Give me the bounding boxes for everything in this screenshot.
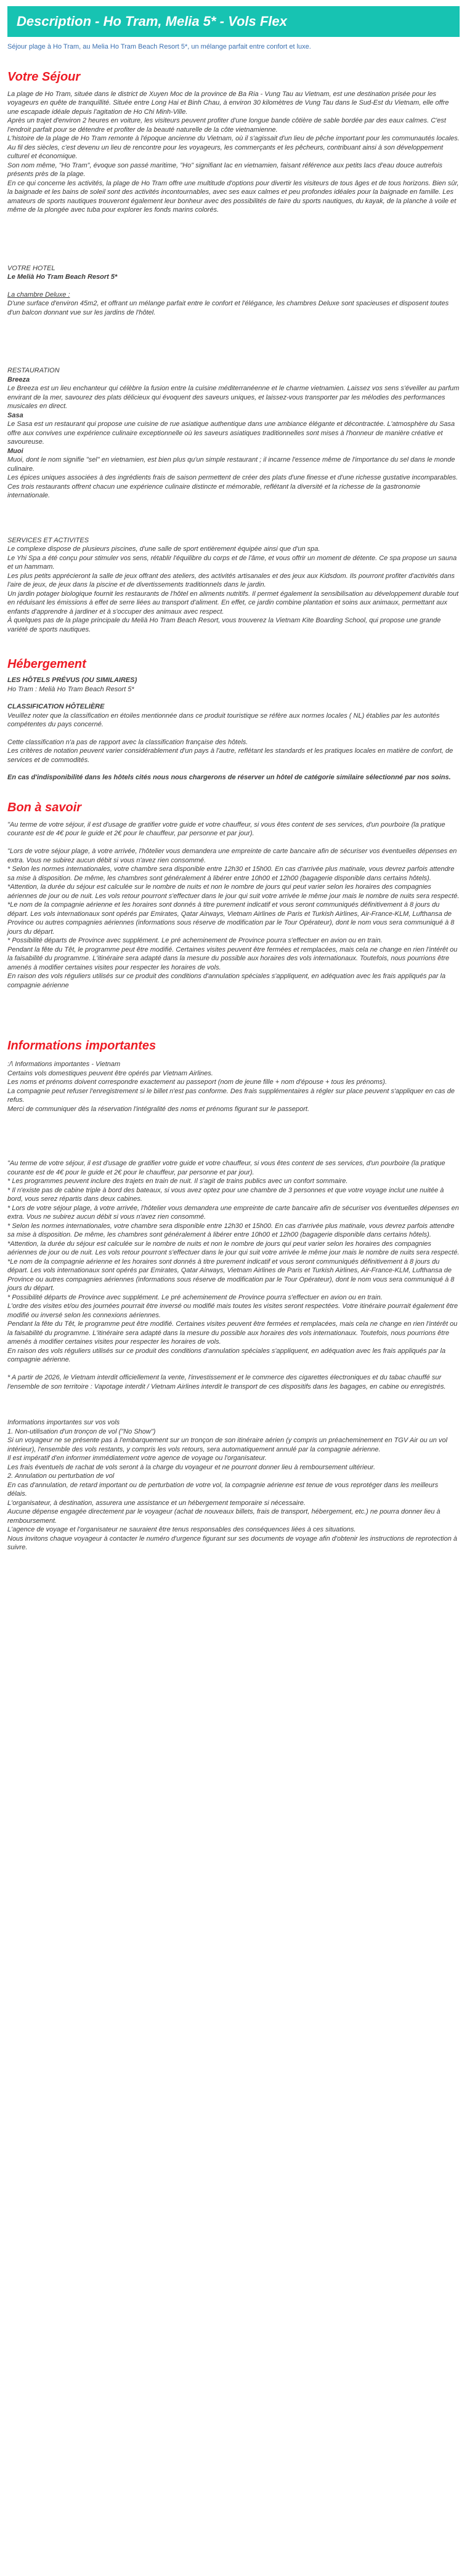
sejour-paragraph: En ce qui concerne les activités, la plage de Ho Tram offre une multitude d'options pour divertir les visiteurs de tous âges et de tous horizons. Bien sûr, la baignade et les bains de soleil sont des activités incontournables, avec ses eaux calmes et peu profondes idéales pour la baignade en famille. Les amateurs de sports nautiques trouveront également leur bonheur avec des possibilités de faire du sports nautiques, du kayak, de la planche à voile et même de la plongée avec tuba pour explorer les fonds marins colorés.: [7, 179, 459, 214]
informations-details: "Au terme de votre séjour, il est d'usage de gratifier votre guide et votre chauffeur, si vous êtes content de ses services, d'un pourboire (la pratique courante est de 4€ pour le guide et 2€ pour le chauffeur, par personne et par jour). * Les programmes peuvent inclure des trajets en train de nuit. Il s'agit de trains publics avec un confort sommaire. * Il n'existe pas de cabine triple à bord des bateaux, si vous avez optez pour une chambre de 3 personnes et que votre voyage inclut une nuitée à bord, vous serez répartis dans deux cabines. * Lors de votre séjour plage, à votre arrivée, l'hôtelier vous demandera une empreinte de carte bancaire afin de sécuriser vos éventuelles dépenses en extra. Vous ne subirez aucun débit si vous n'avez rien consommé. * Selon les normes internationales, votre chambre sera disponible entre 12h30 et 15h00. En cas d'arrivée plus matinale, vous devrez parfois attendre sa mise à disposition. De même, les chambres sont généralement à libérer entre 10h00 et 12h00 (bagagerie disponible dans certains hôtels). *Attention, la durée du séjour est calculée sur le nombre de nuits et non le nombre de jours qui peut varier selon les horaires des compagnies aériennes de jour ou de nuit. Les vols retour pourront s'effectuer dans le jour qui suit votre arrivée le même jour mais le nombre de nuits sera respecté. *Le nom de la compagnie aérienne et les horaires sont donnés à titre purement indicatif et vous seront communiqués définitivement à 8 jours du départ. Les vols internationaux sont opérés par Emirates, Qatar Airways, Vietnam Airlines de Paris et Turkish Airlines, Air-France-KLM, Lufthansa de Province ou autres compagnies aériennes (informations sous réserve de modification par le Tour Opérateur), dont le nom vous sera communiqué à 8 jours du départ. * Possibilité départs de Province avec supplément. Le pré acheminement de Province pourra s'effectuer en avion ou en train. L'ordre des visites et/ou des journées pourrait être inversé ou modifié mais toutes les visites seront respectées. Votre itinéraire pourrait également être modifié ou inversé selon les connexions aériennes. Pendant la fête du Têt, le programme peut être modifié. Certaines visites peuvent être fermées et remplacées, mais cela ne change en rien l'intérêt ou la faisabilité du programme. L'itinéraire sera adapté dans la mesure du possible aux horaires des vols internationaux. Toutefois, nous pourrions être amenés à modifier certaines visites pour respecter les horaires de vols. En raison des vols réguliers utilisés sur ce produit des conditions d'annulation spéciales s'appliquent, en adéquation avec les frais appliqués par la compagnie aérienne. * A partir de 2026, le Vietnam interdit officiellement la vente, l'investissement et le commerce des cigarettes électroniques et du tabac chauffé sur l'ensemble de son territoire : Vapotage interdit / Vietnam Airlines interdit le transport de ces dispositifs dans les bagages, en cabine ou enregistrés.: [7, 1160, 460, 1390]
informations-vietnam: :/\ Informations importantes - Vietnam Certains vols domestiques peuvent être opérés par Vietnam Airlines. Les noms et prénoms doivent correspondre exactement au passeport (nom de jeune fille + nom d'épouse + tous les prénoms). La compagnie peut refuser l'enregistrement si le billet n'est pas conforme. Des frais supplémentaires à régler sur place peuvent s'appliquer en cas de refus. Merci de communiquer dès la réservation l'intégralité des noms et prénoms figurant sur le passeport.: [7, 1061, 455, 1113]
hotels-prevus-line: Ho Tram : Melià Ho Tram Beach Resort 5*: [7, 685, 134, 693]
restaurant-name: Muoi: [7, 447, 23, 455]
room-description: D'une surface d'environ 45m2, et offrant un mélange parfait entre le confort et l'élégance, les chambres Deluxe sont spacieuses et disposent toutes d'un balcon donnant vue sur les jardins de l'hôtel.: [7, 300, 449, 316]
section-heading-sejour: Votre Séjour: [7, 70, 81, 84]
services-label: SERVICES ET ACTIVITES: [7, 536, 89, 544]
sejour-paragraph: La plage de Ho Tram, située dans le district de Xuyen Moc de la province de Ba Ria - Vung Tau au Vietnam, est une destination prisée pour les voyageurs en quête de tranquillité. Située entre Long Hai et Binh Chau, à environ 30 kilomètres de Vung Tau dans le Sud-Est du Vietnam, elle offre une escapade idéale depuis l'agitation de Ho Chi Minh-Ville.: [7, 90, 449, 116]
services-block: [7, 536, 460, 635]
sejour-body: [7, 90, 460, 215]
sejour-paragraph: Son nom même, "Ho Tram", évoque son passé maritime, "Ho" signifiant lac en vietnamien, faisant référence aux petits lacs d'eau douce autrefois présents près de la plage.: [7, 161, 442, 178]
intro-text: Séjour plage à Ho Tram, au Melia Ho Tram Beach Resort 5*, un mélange parfait entre confort et luxe.: [7, 43, 311, 50]
hotel-name: Le Melià Ho Tram Beach Resort 5*: [7, 273, 118, 281]
availability-notice: En cas d'indisponibilité dans les hôtels cités nous nous chargerons de réserver un hôtel de catégorie similaire sélectionné par nos soins.: [7, 774, 451, 781]
restaurant-name: Breeza: [7, 375, 30, 383]
restaurant-description: Muoi, dont le nom signifie "sel" en vietnamien, est bien plus qu'un simple restaurant ; il incarne l'essence même de l'importance du sel dans le monde culinaire. Les épices uniques associées à des ingrédients frais de saison permettent de créer des plats d'une finesse et d'une richesse gustative incomparables. Ces trois restaurants offrent chacun une expérience culinaire distincte et mémorable, reflétant la diversité et la richesse de la gastronomie internationale.: [7, 456, 458, 499]
restaurant-description: Le Sasa est un restaurant qui propose une cuisine de rue asiatique authentique dans une ambiance élégante et décontractée. L'atmosphère du Sasa offre aux convives une expérience culinaire exceptionnelle où les saveurs asiatiques traditionnelles sont mises à l'honneur de manière créative et savoureuse.: [7, 420, 455, 446]
votre-hotel-label: VOTRE HOTEL: [7, 264, 55, 272]
bon-a-savoir-text: "Au terme de votre séjour, il est d'usage de gratifier votre guide et votre chauffeur, si vous êtes content de ses services, d'un pourboire (la pratique courante est de 4€ pour le guide et 2€ pour le chauffeur, par personne et par jour). "Lors de votre séjour plage, à votre arrivée, l'hôtelier vous demandera une empreinte de carte bancaire afin de sécuriser vos éventuelles dépenses en extra. Vous ne subirez aucun débit si vous n'avez rien consommé. * Selon les normes internationales, votre chambre sera disponible entre 12h30 et 15h00. En cas d'arrivée plus matinale, vous devrez parfois attendre sa mise à disposition. De même, les chambres sont généralement à libérer entre 10h00 et 12h00 (bagagerie disponible dans certains hôtels). *Attention, la durée du séjour est calculée sur le nombre de nuits et non le nombre de jours qui peut varier selon les horaires des compagnies aériennes de jour ou de nuit. Les vols retour pourront s'effectuer dans le jour qui suit votre arrivée le même jour mais le nombre de nuits sera respecté. *Le nom de la compagnie aérienne et les horaires sont donnés à titre purement indicatif et vous seront communiqués définitivement à 8 jours du départ. Les vols internationaux sont opérés par Emirates, Qatar Airways, Vietnam Airlines de Paris et Turkish Airlines, Air-France-KLM, Lufthansa de Province ou autres compagnies aériennes (informations sous réserve de modification par le Tour Opérateur), dont le nom vous sera communiqué à 8 jours du départ. * Possibilité départs de Province avec supplément. Le pré acheminement de Province pourra s'effectuer en avion ou en train. Pendant la fête du Têt, le programme peut être modifié. Certaines visites peuvent être fermées et remplacées, mais cela ne change en rien l'intérêt ou la faisabilité du programme. L'itinéraire sera adapté dans la mesure du possible aux horaires des vols internationaux. Toutefois, nous pourrions être amenés à modifier certaines visites pour respecter les horaires de vols. En raison des vols réguliers utilisés sur ce produit des conditions d'annulation spéciales s'appliquent, en adéquation avec les frais appliqués par la compagnie aérienne: [7, 821, 460, 989]
hebergement-block: [7, 676, 460, 782]
votre-hotel-block: [7, 264, 460, 318]
classification-label: CLASSIFICATION HÔTELIÈRE: [7, 703, 105, 710]
sejour-paragraph: Après un trajet d'environ 2 heures en voiture, les visiteurs peuvent profiter d'une longue bande côtière de sable bordée par des eaux calmes. C'est l'endroit parfait pour se détendre et profiter de la beauté naturelle de la côte vietnamienne.: [7, 117, 446, 134]
classification-text-2: Cette classification n'a pas de rapport avec la classification française des hôtels. Les critères de notation peuvent varier considérablement d'un pays à l'autre, reflétant les standards et les pratiques locales en matière de confort, de services et de commodités.: [7, 738, 453, 764]
sejour-paragraph: L'histoire de la plage de Ho Tram remonte à l'époque ancienne du Vietnam, où il s'agissait d'un lieu de pêche important pour les communautés locales. Au fil des siècles, c'est devenu un lieu de rencontre pour les voyageurs, les commerçants et les pêcheurs, contribuant ainsi à son développement culturel et économique.: [7, 135, 460, 160]
informations-vols: Informations importantes sur vos vols 1. Non-utilisation d'un tronçon de vol ("No Show") Si un voyageur ne se présente pas à l'embarquement sur un tronçon de son itinéraire aérien (y compris un préacheminement en TGV Air ou un vol intérieur), l'ensemble des vols restants, y compris les vols retours, sera automatiquement annulé par la compagnie aérienne. Il est impératif d'en informer immédiatement votre agence de voyage ou l'organisateur. Les frais éventuels de rachat de vols seront à la charge du voyageur et ne pourront donner lieu à remboursement ultérieur. 2. Annulation ou perturbation de vol En cas d'annulation, de retard important ou de perturbation de votre vol, la compagnie aérienne est tenue de vous reprotéger dans les meilleurs délais. L'organisateur, à destination, assurera une assistance et un hébergement temporaire si nécessaire. Aucune dépense engagée directement par le voyageur (achat de nouveaux billets, frais de transport, hébergement, etc.) ne pourra donner lieu à remboursement. L'agence de voyage et l'organisateur ne sauraient être tenus responsables des conséquences liées à ces situations. Nous invitons chaque voyageur à contacter le numéro d'urgence figurant sur ses documents de voyage afin d'obtenir les instructions de reprotection à suivre.: [7, 1419, 458, 1551]
restauration-block: [7, 366, 460, 500]
hotels-prevus-label: LES HÔTELS PRÉVUS (OU SIMILAIRES): [7, 676, 137, 684]
services-text: Le complexe dispose de plusieurs piscines, d'une salle de sport entièrement équipée ainsi que d'un spa. Le Yhi Spa a été conçu pour stimuler vos sens, rétablir l'équilibre du corps et de l'âme, et vous offrir un moment de détente. Ce spa propose un sauna et un hammam. Les plus petits apprécieront la salle de jeux offrant des ateliers, des activités artisanales et des jeux aux Kidsdom. Ils pourront profiter d'activités dans l'aire de jeux, de jeux dans la piscine et de divertissements traditionnels dans le jardin. Un jardin potager biologique fournit les restaurants de l'hôtel en aliments nutritifs. Il permet également la sensibilisation au développement durable tout en réduisant les émissions à effet de serre liées au transport d'aliment. En effet, ce jardin combine plantation et soins aux animaux, permettant aux enfants d'apprendre à jardiner et à s'occuper des animaux avec respect. À quelques pas de la plage principale du Melià Ho Tram Beach Resort, vous trouverez la Vietnam Kite Boarding School, qui propose une grande variété de sports nautiques.: [7, 545, 459, 633]
classification-text: Veuillez noter que la classification en étoiles mentionnée dans ce produit touristique se réfère aux normes locales ( NL) établies par les autorités compétentes du pays concerné.: [7, 712, 440, 728]
restaurant-name: Sasa: [7, 411, 23, 419]
section-heading-hebergement: Hébergement: [7, 657, 86, 671]
section-heading-bon-a-savoir: Bon à savoir: [7, 800, 82, 814]
restaurant-description: Le Breeza est un lieu enchanteur qui célèbre la fusion entre la cuisine méditerranéenne et le charme vietnamien. Laissez vos sens s'éveiller au parfum envirant de la mer, savourez des plats délicieux qui évoquent des saveurs uniques, et laissez-vous transporter par les mélodies des performances musicales en direct.: [7, 385, 460, 410]
section-heading-informations: Informations importantes: [7, 1039, 156, 1053]
page: [0, 6, 467, 1552]
room-title: La chambre Deluxe :: [7, 291, 70, 299]
page-title: Description - Ho Tram, Melia 5* - Vols Flex: [7, 6, 460, 37]
restauration-label: RESTAURATION: [7, 367, 60, 374]
